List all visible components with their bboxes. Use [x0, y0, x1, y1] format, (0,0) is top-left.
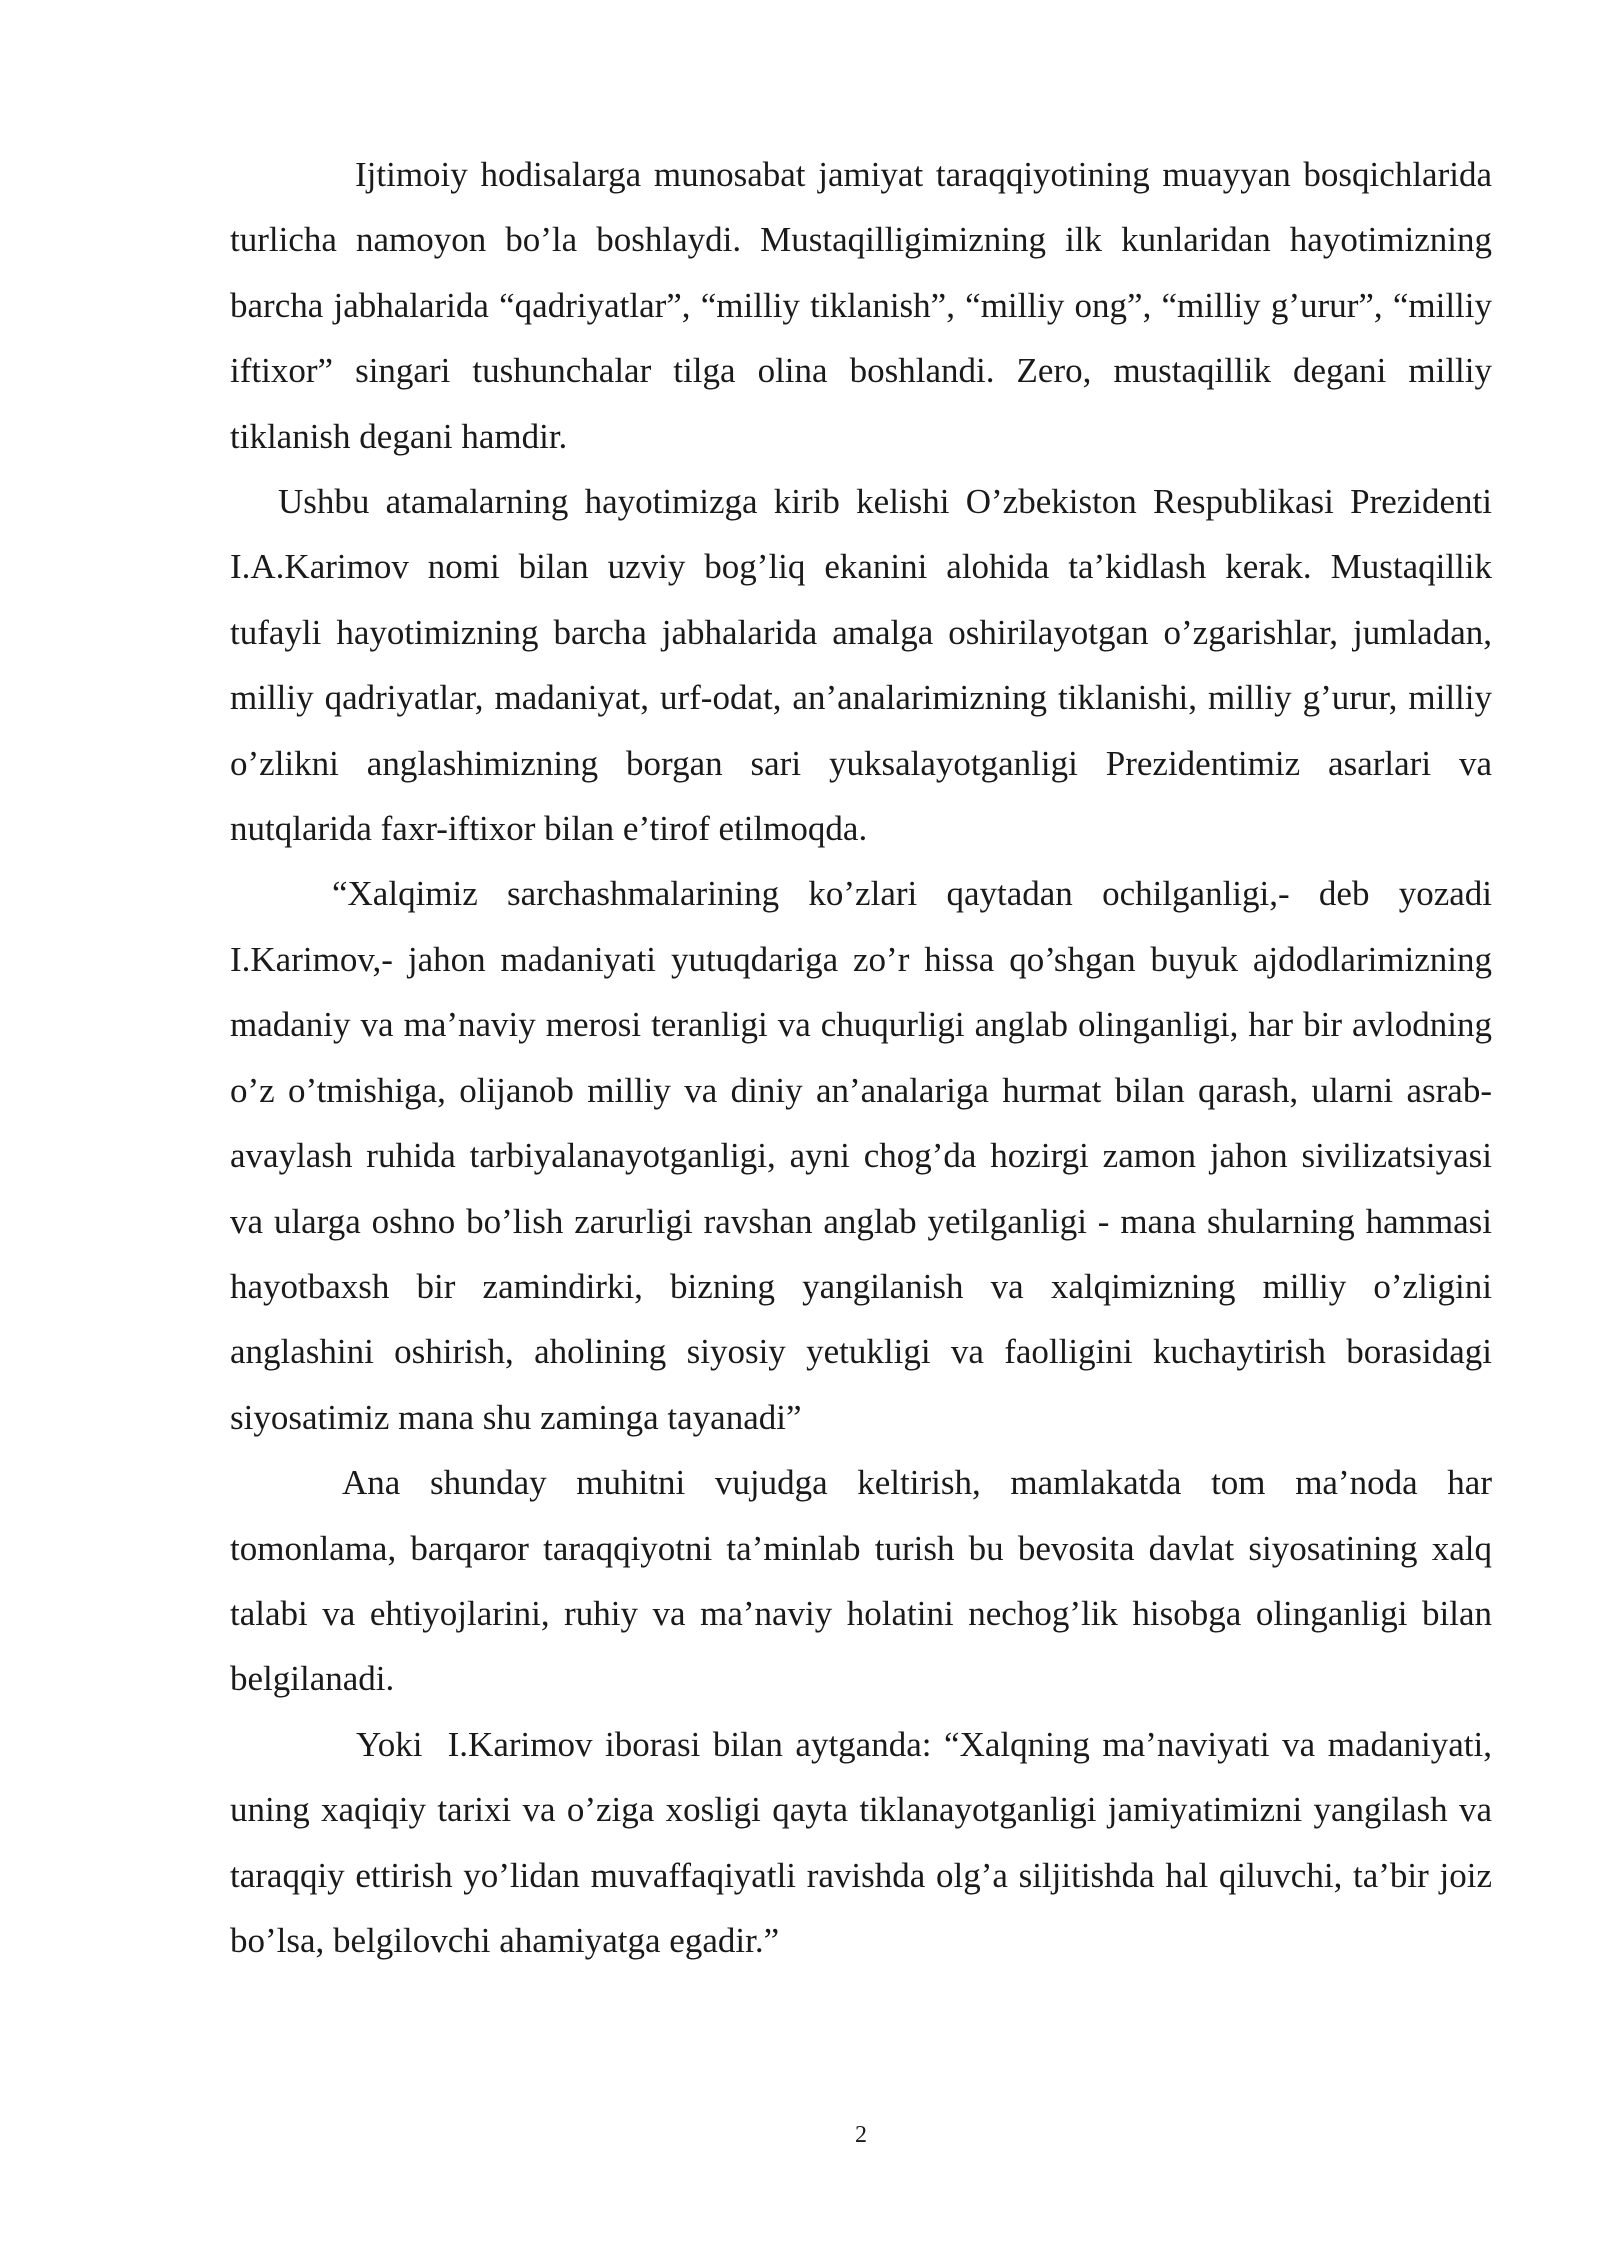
body-text	[230, 142, 1501, 1973]
paragraph-2: Ushbu atamalarning hayotimizga kirib kelishi O’zbekiston Respublikasi Prezidenti I.A.Karimov nomi bilan uzviy bog’liq ekanini alohida ta’kidlash kerak. Mustaqillik tufayli hayotimizning barcha jabhalarida amalga oshirilayotgan o’zgarishlar, jumladan, milliy qadriyatlar, madaniyat, urf-odat, an’analarimizning tiklanishi, milliy g’urur, milliy o’zlikni anglashimizning borgan sari yuksalayotganligi Prezidentimiz asarlari va nutqlarida faxr-iftixor bilan e’tirof etilmoqda.	[230, 482, 1492, 849]
page-number: 2	[855, 2122, 867, 2148]
paragraph-1: Ijtimoiy hodisalarga munosabat jamiyat taraqqiyotining muayyan bosqichlarida turlicha namoyon bo’la boshlaydi. Mustaqilligimizning ilk kunlaridan hayotimizning barcha jabhalarida “qadriyatlar”, “milliy tiklanish”, “milliy ong”, “milliy g’urur”, “milliy iftixor” singari tushunchalar tilga olina boshlandi. Zero, mustaqillik degani milliy tiklanish degani hamdir.	[230, 155, 1492, 456]
paragraph-5: Yoki I.Karimov iborasi bilan aytganda: “Xalqning ma’naviyati va madaniyati, uning xaqiqiy tarixi va o’ziga xosligi qayta tiklanayotganligi jamiyatimizni yangilash va taraqqiy ettirish yo’lidan muvaffaqiyatli ravishda olg’a siljitishda hal qiluvchi, ta’bir joiz bo’lsa, belgilovchi ahamiyatga egadir.”	[230, 1724, 1501, 1960]
paragraph-4: Ana shunday muhitni vujudga keltirish, mamlakatda tom ma’noda har tomonlama, barqaror taraqqiyotni ta’minlab turish bu bevosita davlat siyosatining xalq talabi va ehtiyojlarini, ruhiy va ma’naviy holatini nechog’lik hisobga olinganligi bilan belgilanadi.	[230, 1463, 1492, 1699]
paragraph-3: “Xalqimiz sarchashmalarining ko’zlari qaytadan ochilganligi,- deb yozadi I.Karimov,- jahon madaniyati yutuqdariga zo’r hissa qo’shgan buyuk ajdodlarimizning madaniy va ma’naviy merosi teranligi va chuqurligi anglab olinganligi, har bir avlodning o’z o’tmishiga, olijanob milliy va diniy an’analariga hurmat bilan qarash, ularni asrab-avaylash ruhida tarbiyalanayotganligi, ayni chog’da hozirgi zamon jahon sivilizatsiyasi va ularga oshno bo’lish zarurligi ravshan anglab yetilganligi - mana shularning hammasi hayotbaxsh bir zamindirki, bizning yangilanish va xalqimizning milliy o’zligini anglashini oshirish, aholining siyosiy yetukligi va faolligini kuchaytirish borasidagi siyosatimiz mana shu zaminga tayanadi”	[230, 874, 1492, 1437]
